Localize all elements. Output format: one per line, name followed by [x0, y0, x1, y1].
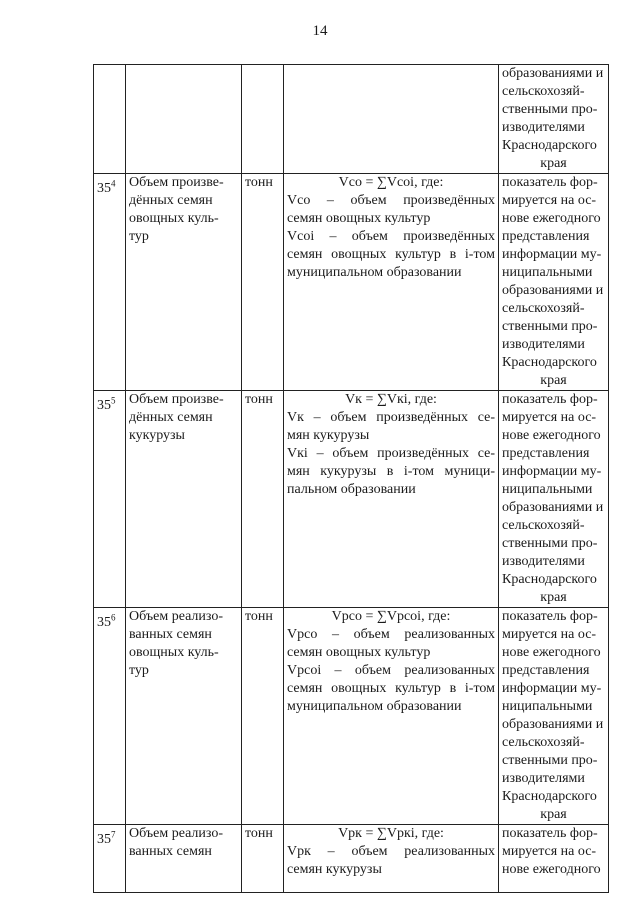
unit-text: тонн [245, 175, 273, 190]
formula-heading: Vрк = ∑Vркi, где: [338, 826, 444, 841]
unit-cell [242, 65, 284, 174]
method-line: изводителями [502, 337, 585, 352]
unit-text: тонн [245, 609, 273, 624]
formula-line: Vрсоi – объем реализованных [287, 663, 495, 678]
method-line: представления [502, 446, 590, 461]
indicator-name-line: ванных семян [129, 844, 212, 859]
formula-line: муниципальном образовании [287, 265, 462, 280]
unit-text: тонн [245, 392, 273, 407]
indicator-name-cell [126, 608, 242, 825]
method-line: образованиями и [502, 500, 604, 515]
row-number-cell [94, 825, 126, 893]
indicator-name-line: Объем реализо- [129, 826, 224, 841]
row-number: $35^4$ [97, 178, 116, 196]
unit-cell [242, 608, 284, 825]
method-line: нове ежегодного [502, 645, 601, 660]
method-line: мируется на ос- [502, 627, 597, 642]
indicator-name-line: Объем произве- [129, 175, 224, 190]
formula-line: Vрсо – объем реализованных [287, 627, 495, 642]
indicator-name-line: дённых семян [129, 193, 213, 208]
formula-line: семян кукурузы [287, 862, 382, 877]
formula-cell [284, 65, 499, 174]
method-line: края [540, 156, 567, 171]
formula-line: пальном образовании [287, 482, 416, 497]
row-number: $35^6$ [97, 612, 116, 630]
method-line: ственными про- [502, 319, 598, 334]
page-number: 14 [312, 23, 328, 39]
method-line: представления [502, 229, 590, 244]
formula-line: мян кукурузы [287, 428, 370, 443]
method-line: изводителями [502, 554, 585, 569]
method-line: ственными про- [502, 536, 598, 551]
method-line: ниципальными [502, 482, 593, 497]
method-line: изводителями [502, 771, 585, 786]
table-row [94, 65, 609, 174]
row-number-cell [94, 608, 126, 825]
formula-line: муниципальном образовании [287, 699, 462, 714]
table-row [94, 174, 609, 391]
formula-line: семян овощных культур [287, 645, 431, 660]
method-line: сельскохозяй- [502, 301, 585, 316]
method-cell [499, 825, 609, 893]
method-line: показатель фор- [502, 609, 598, 624]
method-line: сельскохозяй- [502, 84, 585, 99]
method-line: показатель фор- [502, 826, 598, 841]
method-line: ственными про- [502, 753, 598, 768]
formula-cell [284, 608, 499, 825]
indicator-name-line: тур [129, 663, 149, 678]
method-line: Краснодарского [502, 138, 597, 153]
method-line: нове ежегодного [502, 211, 601, 226]
method-line: края [540, 590, 567, 605]
indicator-name-line: дённых семян [129, 410, 213, 425]
formula-line: семян овощных культур [287, 211, 431, 226]
method-cell [499, 174, 609, 391]
formula-cell [284, 825, 499, 893]
method-line: ственными про- [502, 102, 598, 117]
indicator-name-line: овощных куль- [129, 211, 219, 226]
method-line: мируется на ос- [502, 410, 597, 425]
formula-heading: Vрсо = ∑Vрсоi, где: [331, 609, 451, 624]
indicator-name-cell [126, 174, 242, 391]
formula-cell [284, 391, 499, 608]
method-cell [499, 608, 609, 825]
table-row [94, 391, 609, 608]
method-cell [499, 391, 609, 608]
formula-line: Vсо – объем произведённых [287, 193, 495, 208]
formula-line: Vрк – объем реализованных [287, 844, 495, 859]
indicator-name-line: ванных семян [129, 627, 212, 642]
method-line: края [540, 807, 567, 822]
unit-cell [242, 825, 284, 893]
method-line: показатель фор- [502, 392, 598, 407]
method-line: сельскохозяй- [502, 518, 585, 533]
indicator-name-line: кукурузы [129, 428, 185, 443]
formula-heading: Vсо = ∑Vсоi, где: [338, 175, 444, 190]
method-line: информации му- [502, 247, 602, 262]
table-row [94, 825, 609, 893]
formula-line: семян овощных культур в i-том [287, 681, 495, 696]
method-line: образованиями и [502, 283, 604, 298]
method-line: образованиями и [502, 717, 604, 732]
formula-line: мян кукурузы в i-том муници- [287, 464, 495, 479]
indicator-name-cell [126, 825, 242, 893]
row-number-cell [94, 65, 126, 174]
method-line: изводителями [502, 120, 585, 135]
method-line: образованиями и [502, 66, 604, 81]
indicator-name-cell [126, 391, 242, 608]
method-line: сельскохозяй- [502, 735, 585, 750]
formula-cell [284, 174, 499, 391]
method-line: Краснодарского [502, 789, 597, 804]
indicator-name-cell [126, 65, 242, 174]
method-line: мируется на ос- [502, 193, 597, 208]
method-line: показатель фор- [502, 175, 598, 190]
method-line: информации му- [502, 681, 602, 696]
method-line: ниципальными [502, 265, 593, 280]
formula-line: Vсоi – объем произведённых [287, 229, 495, 244]
formula-line: Vкi – объем произведённых се- [287, 446, 495, 461]
unit-cell [242, 391, 284, 608]
table-row [94, 608, 609, 825]
indicators-table [93, 64, 609, 893]
row-number-cell [94, 391, 126, 608]
method-line: Краснодарского [502, 572, 597, 587]
method-line: нове ежегодного [502, 428, 601, 443]
formula-heading: Vк = ∑Vкi, где: [345, 392, 437, 407]
method-line: ниципальными [502, 699, 593, 714]
row-number: $35^5$ [97, 395, 116, 413]
indicator-name-line: Объем произве- [129, 392, 224, 407]
method-cell [499, 65, 609, 174]
indicator-name-line: Объем реализо- [129, 609, 224, 624]
unit-text: тонн [245, 826, 273, 841]
indicator-name-line: овощных куль- [129, 645, 219, 660]
method-line: информации му- [502, 464, 602, 479]
unit-cell [242, 174, 284, 391]
method-line: представления [502, 663, 590, 678]
row-number: $35^7$ [97, 829, 116, 847]
method-line: мируется на ос- [502, 844, 597, 859]
formula-line: семян овощных культур в i-том [287, 247, 495, 262]
method-line: нове ежегодного [502, 862, 601, 877]
method-line: края [540, 373, 567, 388]
method-line: Краснодарского [502, 355, 597, 370]
row-number-cell [94, 174, 126, 391]
formula-line: Vк – объем произведённых се- [287, 410, 495, 425]
indicator-name-line: тур [129, 229, 149, 244]
